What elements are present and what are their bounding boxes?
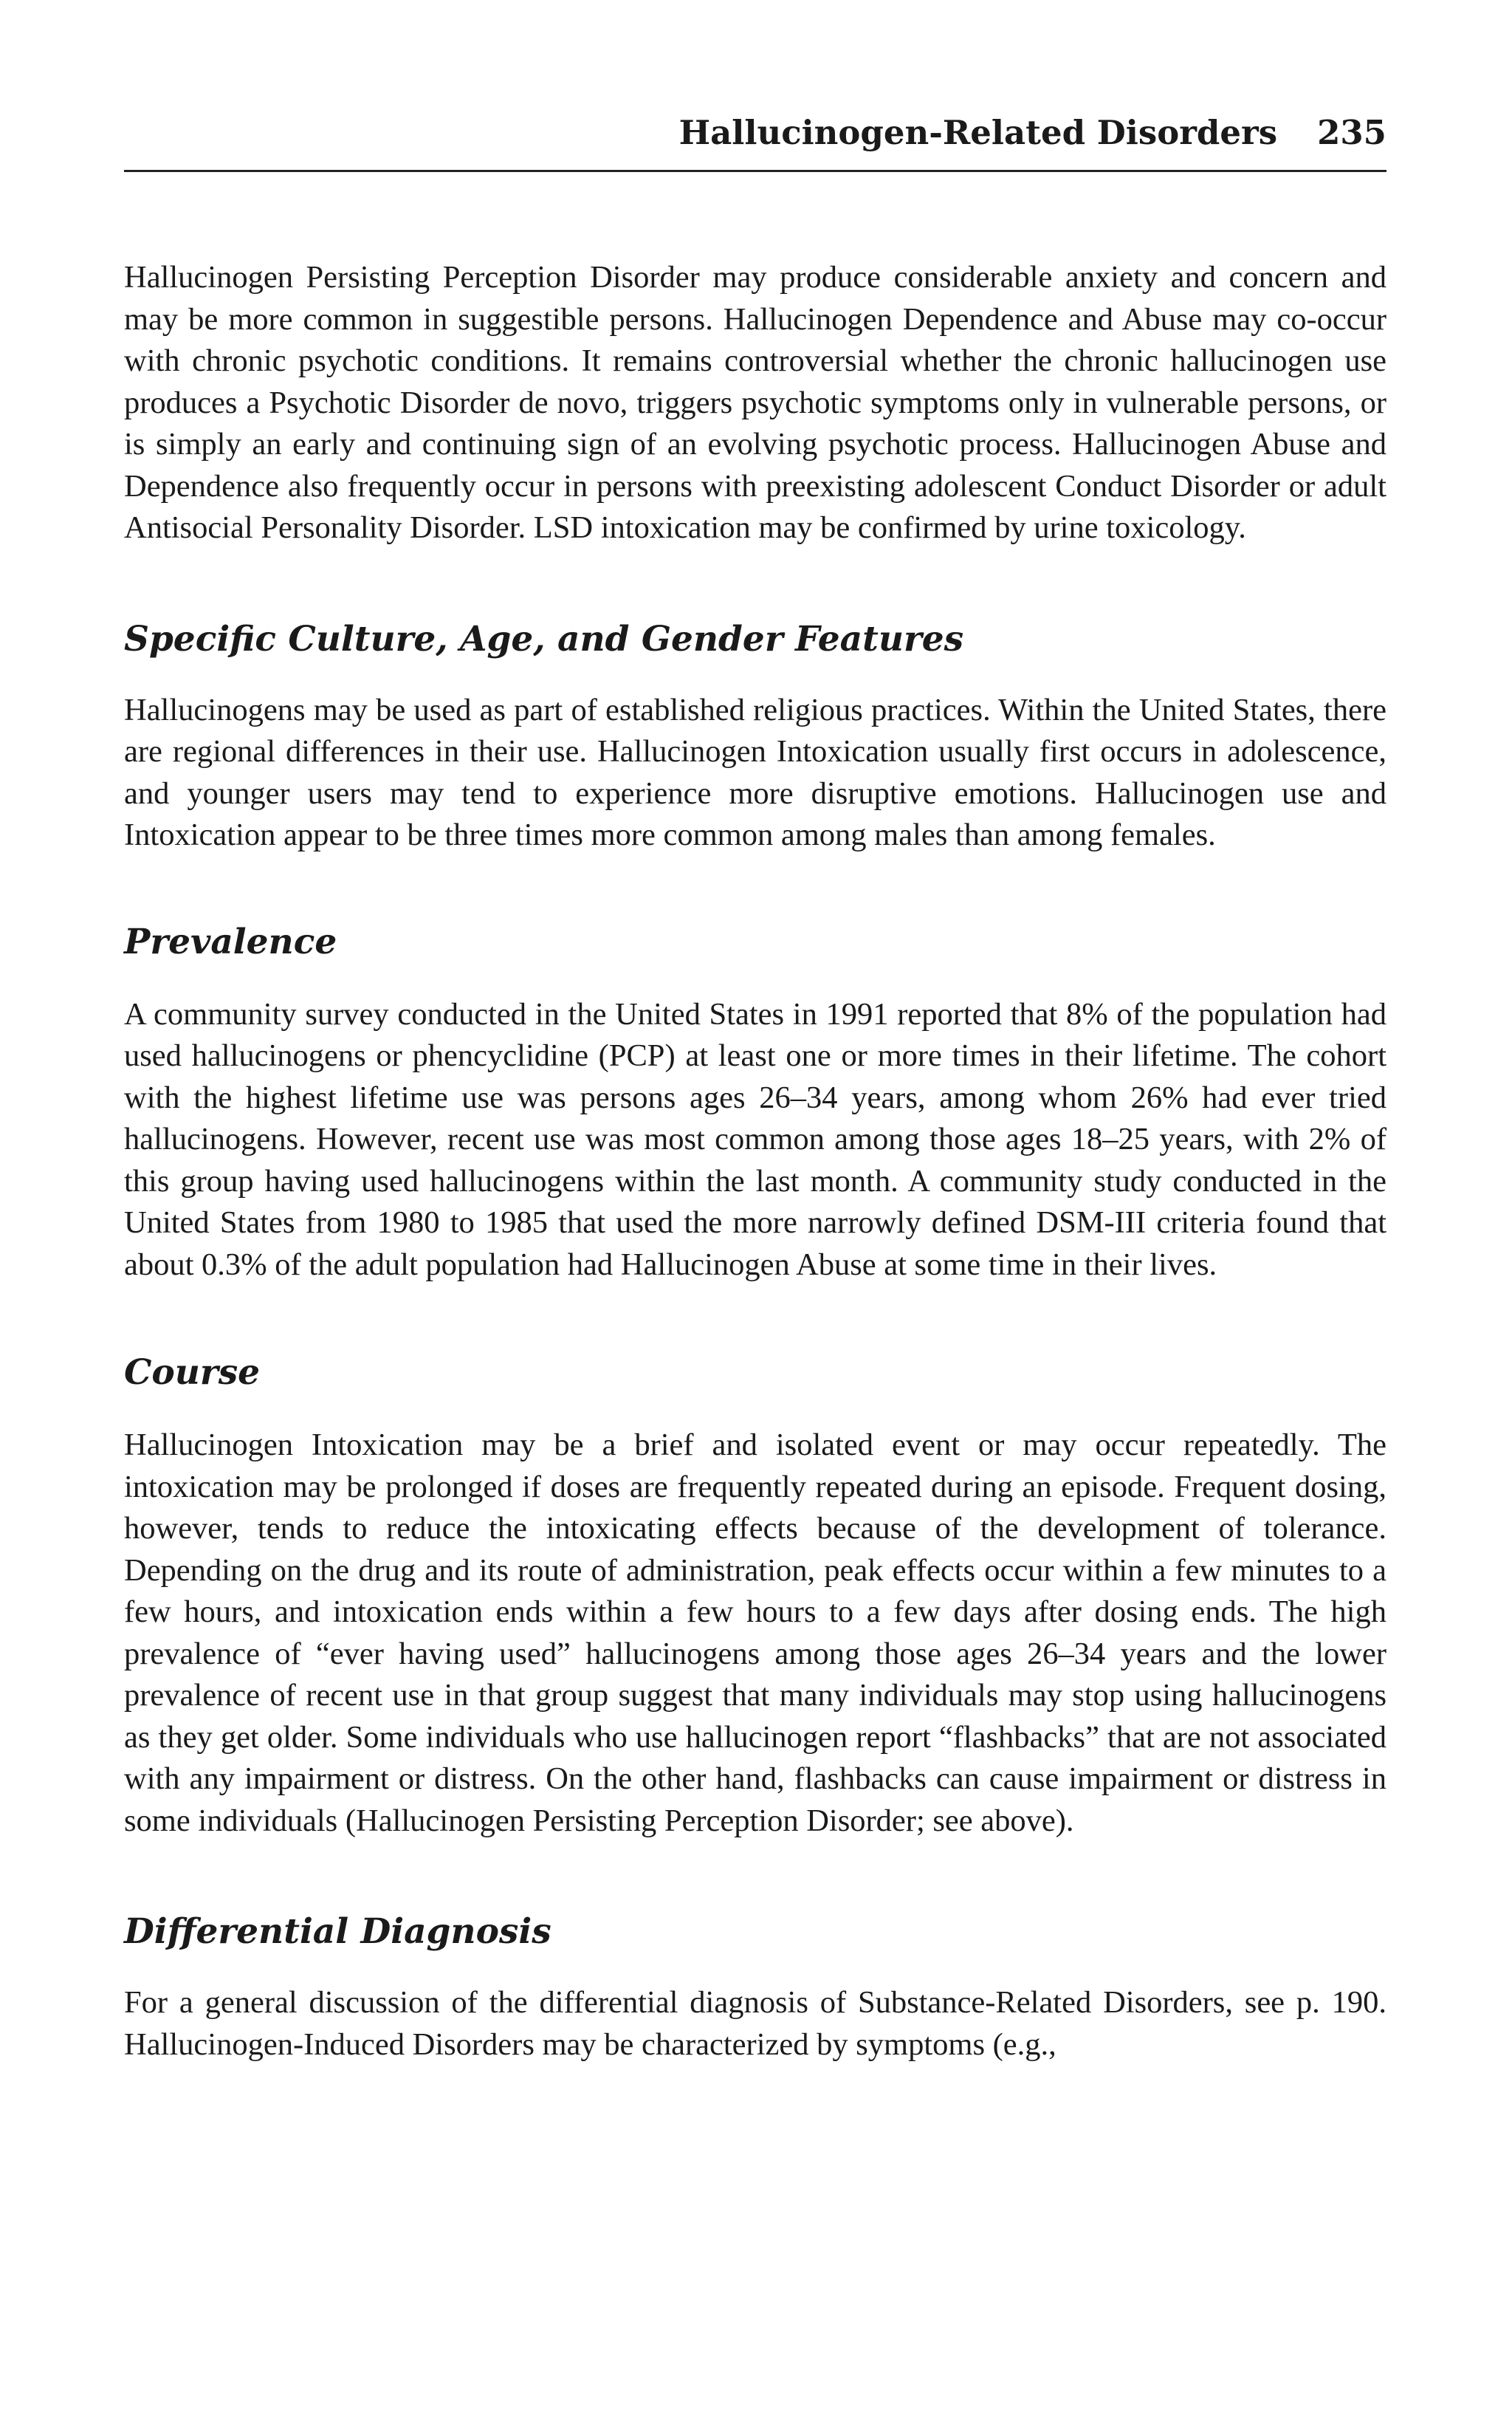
section-body-differential-diagnosis: For a general discussion of the differential diagnosis of Substance-Related Disorders, see p. 190. Hallucinogen-Induced Disorders may be characterized by symptoms (e.g., bbox=[124, 1985, 1386, 2062]
section-heading-culture: Specific Culture, Age, and Gender Features bbox=[124, 618, 964, 659]
section-body-prevalence: A community survey conducted in the United States in 1991 reported that 8% of the population had used hallucinogens or phencyclidine (PCP) at least one or more times in their lifetime. The cohort with the highest lifetime use was persons ages 26–34 years, among whom 26% had ever tried hallucinogens. However, recent use was most common among those ages 18–25 years, with 2% of this group having used hallucinogens within the last month. A community study conducted in the United States from 1980 to 1985 that used the more narrowly defined DSM-III criteria found that about 0.3% of the adult population had Hallucinogen Abuse at some time in their lives. bbox=[124, 996, 1386, 1282]
section-heading-course: Course bbox=[124, 1352, 261, 1393]
section-heading-differential-diagnosis: Differential Diagnosis bbox=[124, 1911, 551, 1952]
section-body-culture: Hallucinogens may be used as part of established religious practices. Within the United States, there are regional differences in their use. Hallucinogen Intoxication usually first occurs in adolescence, and younger users may tend to experience more disruptive emotions. Hallucinogen use and Intoxication appear to be three times more common among males than among females. bbox=[124, 692, 1386, 852]
section-heading-prevalence: Prevalence bbox=[124, 921, 337, 962]
section-body-course: Hallucinogen Intoxication may be a brief and isolated event or may occur repeatedly. The intoxication may be prolonged if doses are frequently repeated during an episode. Frequent dosing, however, tends to reduce the intoxicating effects because of the development of tolerance. Depending on the drug and its route of administration, peak effects occur within a few minutes to a few hours, and intoxication ends within a few hours to a few days after dosing ends. The high prevalence of “ever having used” hallucinogens among those ages 26–34 years and the lower prevalence of recent use in that group suggest that many individuals may stop using hallucinogens as they get older. Some individuals who use hallucinogen report “flashbacks” that are not associated with any impairment or distress. On the other hand, flashbacks can cause impairment or distress in some individuals (Hallucinogen Persisting Perception Disorder; see above). bbox=[124, 1428, 1386, 1838]
intro-paragraph: Hallucinogen Persisting Perception Disorder may produce considerable anxiety and concern and may be more common in suggestible persons. Hallucinogen Dependence and Abuse may co-occur with chronic psychotic conditions. It remains controversial whether the chronic hallucinogen use produces a Psychotic Disorder de novo, triggers psychotic symptoms only in vulnerable persons, or is simply an early and continuing sign of an evolving psychotic process. Hallucinogen Abuse and Dependence also frequently occur in persons with preexisting adolescent Conduct Disorder or adult Antisocial Personality Disorder. LSD intoxication may be confirmed by urine toxicology. bbox=[124, 260, 1386, 545]
running-head bbox=[124, 111, 1386, 172]
running-head-title: Hallucinogen-Related Disorders bbox=[678, 113, 1278, 152]
page-content bbox=[124, 257, 1386, 2066]
page-number: 235 bbox=[1317, 113, 1386, 152]
document-page bbox=[124, 0, 1386, 2409]
